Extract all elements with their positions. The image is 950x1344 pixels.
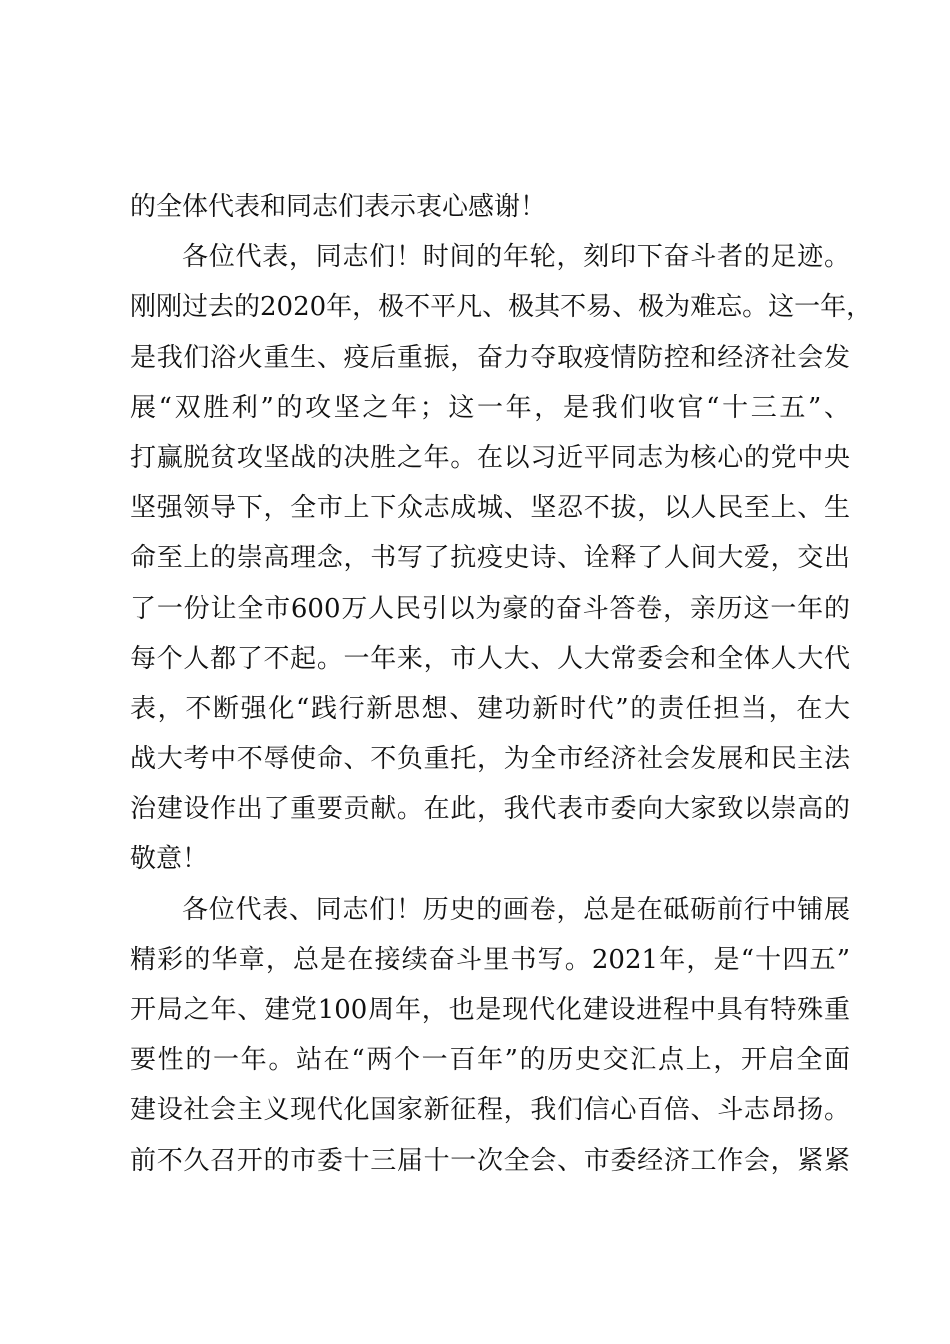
text-line: 展“双胜利”的攻坚之年；这一年，是我们收官“十三五”、: [130, 392, 850, 423]
text-line: 表，不断强化“践行新思想、建功新时代”的责任担当，在大: [130, 693, 850, 724]
text-line: 开局之年、建党100周年，也是现代化建设进程中具有特殊重: [130, 995, 850, 1025]
text-line: 战大考中不辱使命、不负重托，为全市经济社会发展和民主法: [130, 744, 850, 775]
text-line: 要性的一年。站在“两个一百年”的历史交汇点上，开启全面: [130, 1045, 850, 1076]
text-line: 治建设作出了重要贡献。在此，我代表市委向大家致以崇高的: [130, 794, 850, 825]
paragraph: [130, 182, 850, 232]
text-line: 是我们浴火重生、疫后重振，奋力夺取疫情防控和经济社会发: [130, 342, 850, 373]
text-line: 敬意！: [130, 844, 209, 875]
text-line: 坚强领导下，全市上下众志成城、坚忍不拔，以人民至上、生: [130, 493, 850, 524]
text-line: 各位代表、同志们！历史的画卷，总是在砥砺前行中铺展: [182, 894, 850, 925]
text-line: 前不久召开的市委十三届十一次全会、市委经济工作会，紧紧: [130, 1145, 850, 1176]
text-line: 精彩的华章，总是在接续奋斗里书写。2021年，是“十四五”: [130, 944, 850, 975]
text-line: 命至上的崇高理念，书写了抗疫史诗、诠释了人间大爱，交出: [130, 543, 850, 574]
text-line: 各位代表，同志们！时间的年轮，刻印下奋斗者的足迹。: [182, 242, 850, 273]
text-line: 打赢脱贫攻坚战的决胜之年。在以习近平同志为核心的党中央: [130, 442, 850, 473]
document-body: [130, 182, 873, 1186]
text-line: 的全体代表和同志们表示衷心感谢！: [130, 192, 547, 222]
text-line: 每个人都了不起。一年来，市人大、人大常委会和全体人大代: [130, 643, 850, 674]
paragraph: [130, 885, 850, 1186]
text-line: 了一份让全市600万人民引以为豪的奋斗答卷，亲历这一年的: [130, 593, 850, 624]
text-line: 建设社会主义现代化国家新征程，我们信心百倍、斗志昂扬。: [130, 1095, 850, 1126]
text-line: 刚刚过去的2020年，极不平凡、极其不易、极为难忘。这一年，: [130, 292, 873, 323]
paragraph: [130, 232, 873, 884]
